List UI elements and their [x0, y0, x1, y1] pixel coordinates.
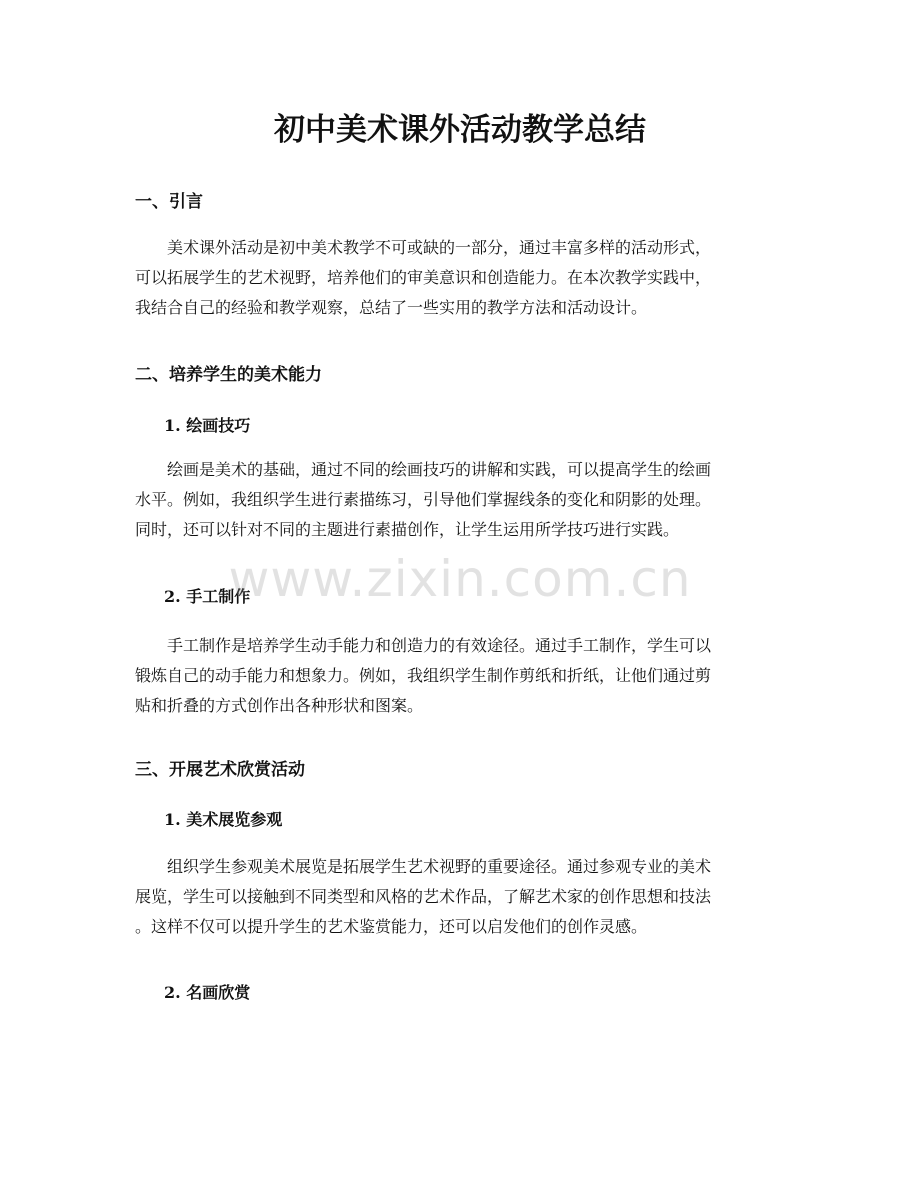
subheading-handcraft: 2. 手工制作 — [164, 587, 251, 606]
paragraph-line: 美术课外活动是初中美术教学不可或缺的一部分，通过丰富多样的活动形式， — [167, 238, 712, 257]
paragraph-line: 组织学生参观美术展览是拓展学生艺术视野的重要途径。通过参观专业的美术 — [167, 857, 712, 876]
paragraph-line: 同时，还可以针对不同的主题进行素描创作，让学生运用所学技巧进行实践。 — [135, 520, 680, 539]
section-heading-art-skills: 二、培养学生的美术能力 — [135, 365, 322, 385]
subheading-masterpiece-appreciation: 2. 名画欣赏 — [164, 983, 251, 1002]
section-heading-art-appreciation: 三、开展艺术欣赏活动 — [135, 760, 305, 780]
paragraph-line: 我结合自己的经验和教学观察，总结了一些实用的教学方法和活动设计。 — [135, 298, 648, 317]
paragraph-line: 锻炼自己的动手能力和想象力。例如，我组织学生制作剪纸和折纸，让他们通过剪 — [135, 666, 712, 685]
paragraph-line: 绘画是美术的基础，通过不同的绘画技巧的讲解和实践，可以提高学生的绘画 — [167, 460, 712, 479]
subheading-exhibition-visit: 1. 美术展览参观 — [164, 810, 283, 829]
exhibition-visit-paragraph — [135, 852, 785, 942]
section-heading-introduction: 一、引言 — [135, 192, 203, 212]
subheading-drawing-skills: 1. 绘画技巧 — [164, 416, 251, 435]
paragraph-line: 。这样不仅可以提升学生的艺术鉴赏能力，还可以启发他们的创作灵感。 — [135, 917, 648, 936]
paragraph-line: 水平。例如，我组织学生进行素描练习，引导他们掌握线条的变化和阴影的处理。 — [135, 490, 712, 509]
paragraph-line: 展览，学生可以接触到不同类型和风格的艺术作品，了解艺术家的创作思想和技法 — [135, 887, 712, 906]
introduction-paragraph — [135, 233, 785, 323]
paragraph-line: 手工制作是培养学生动手能力和创造力的有效途径。通过手工制作，学生可以 — [167, 636, 712, 655]
paragraph-line: 可以拓展学生的艺术视野，培养他们的审美意识和创造能力。在本次教学实践中， — [135, 268, 712, 287]
watermark: www.zixin.com.cn — [228, 550, 692, 608]
handcraft-paragraph — [135, 631, 785, 721]
document-title: 初中美术课外活动教学总结 — [274, 112, 646, 148]
paragraph-line: 贴和折叠的方式创作出各种形状和图案。 — [135, 696, 424, 715]
drawing-skills-paragraph — [135, 455, 785, 545]
